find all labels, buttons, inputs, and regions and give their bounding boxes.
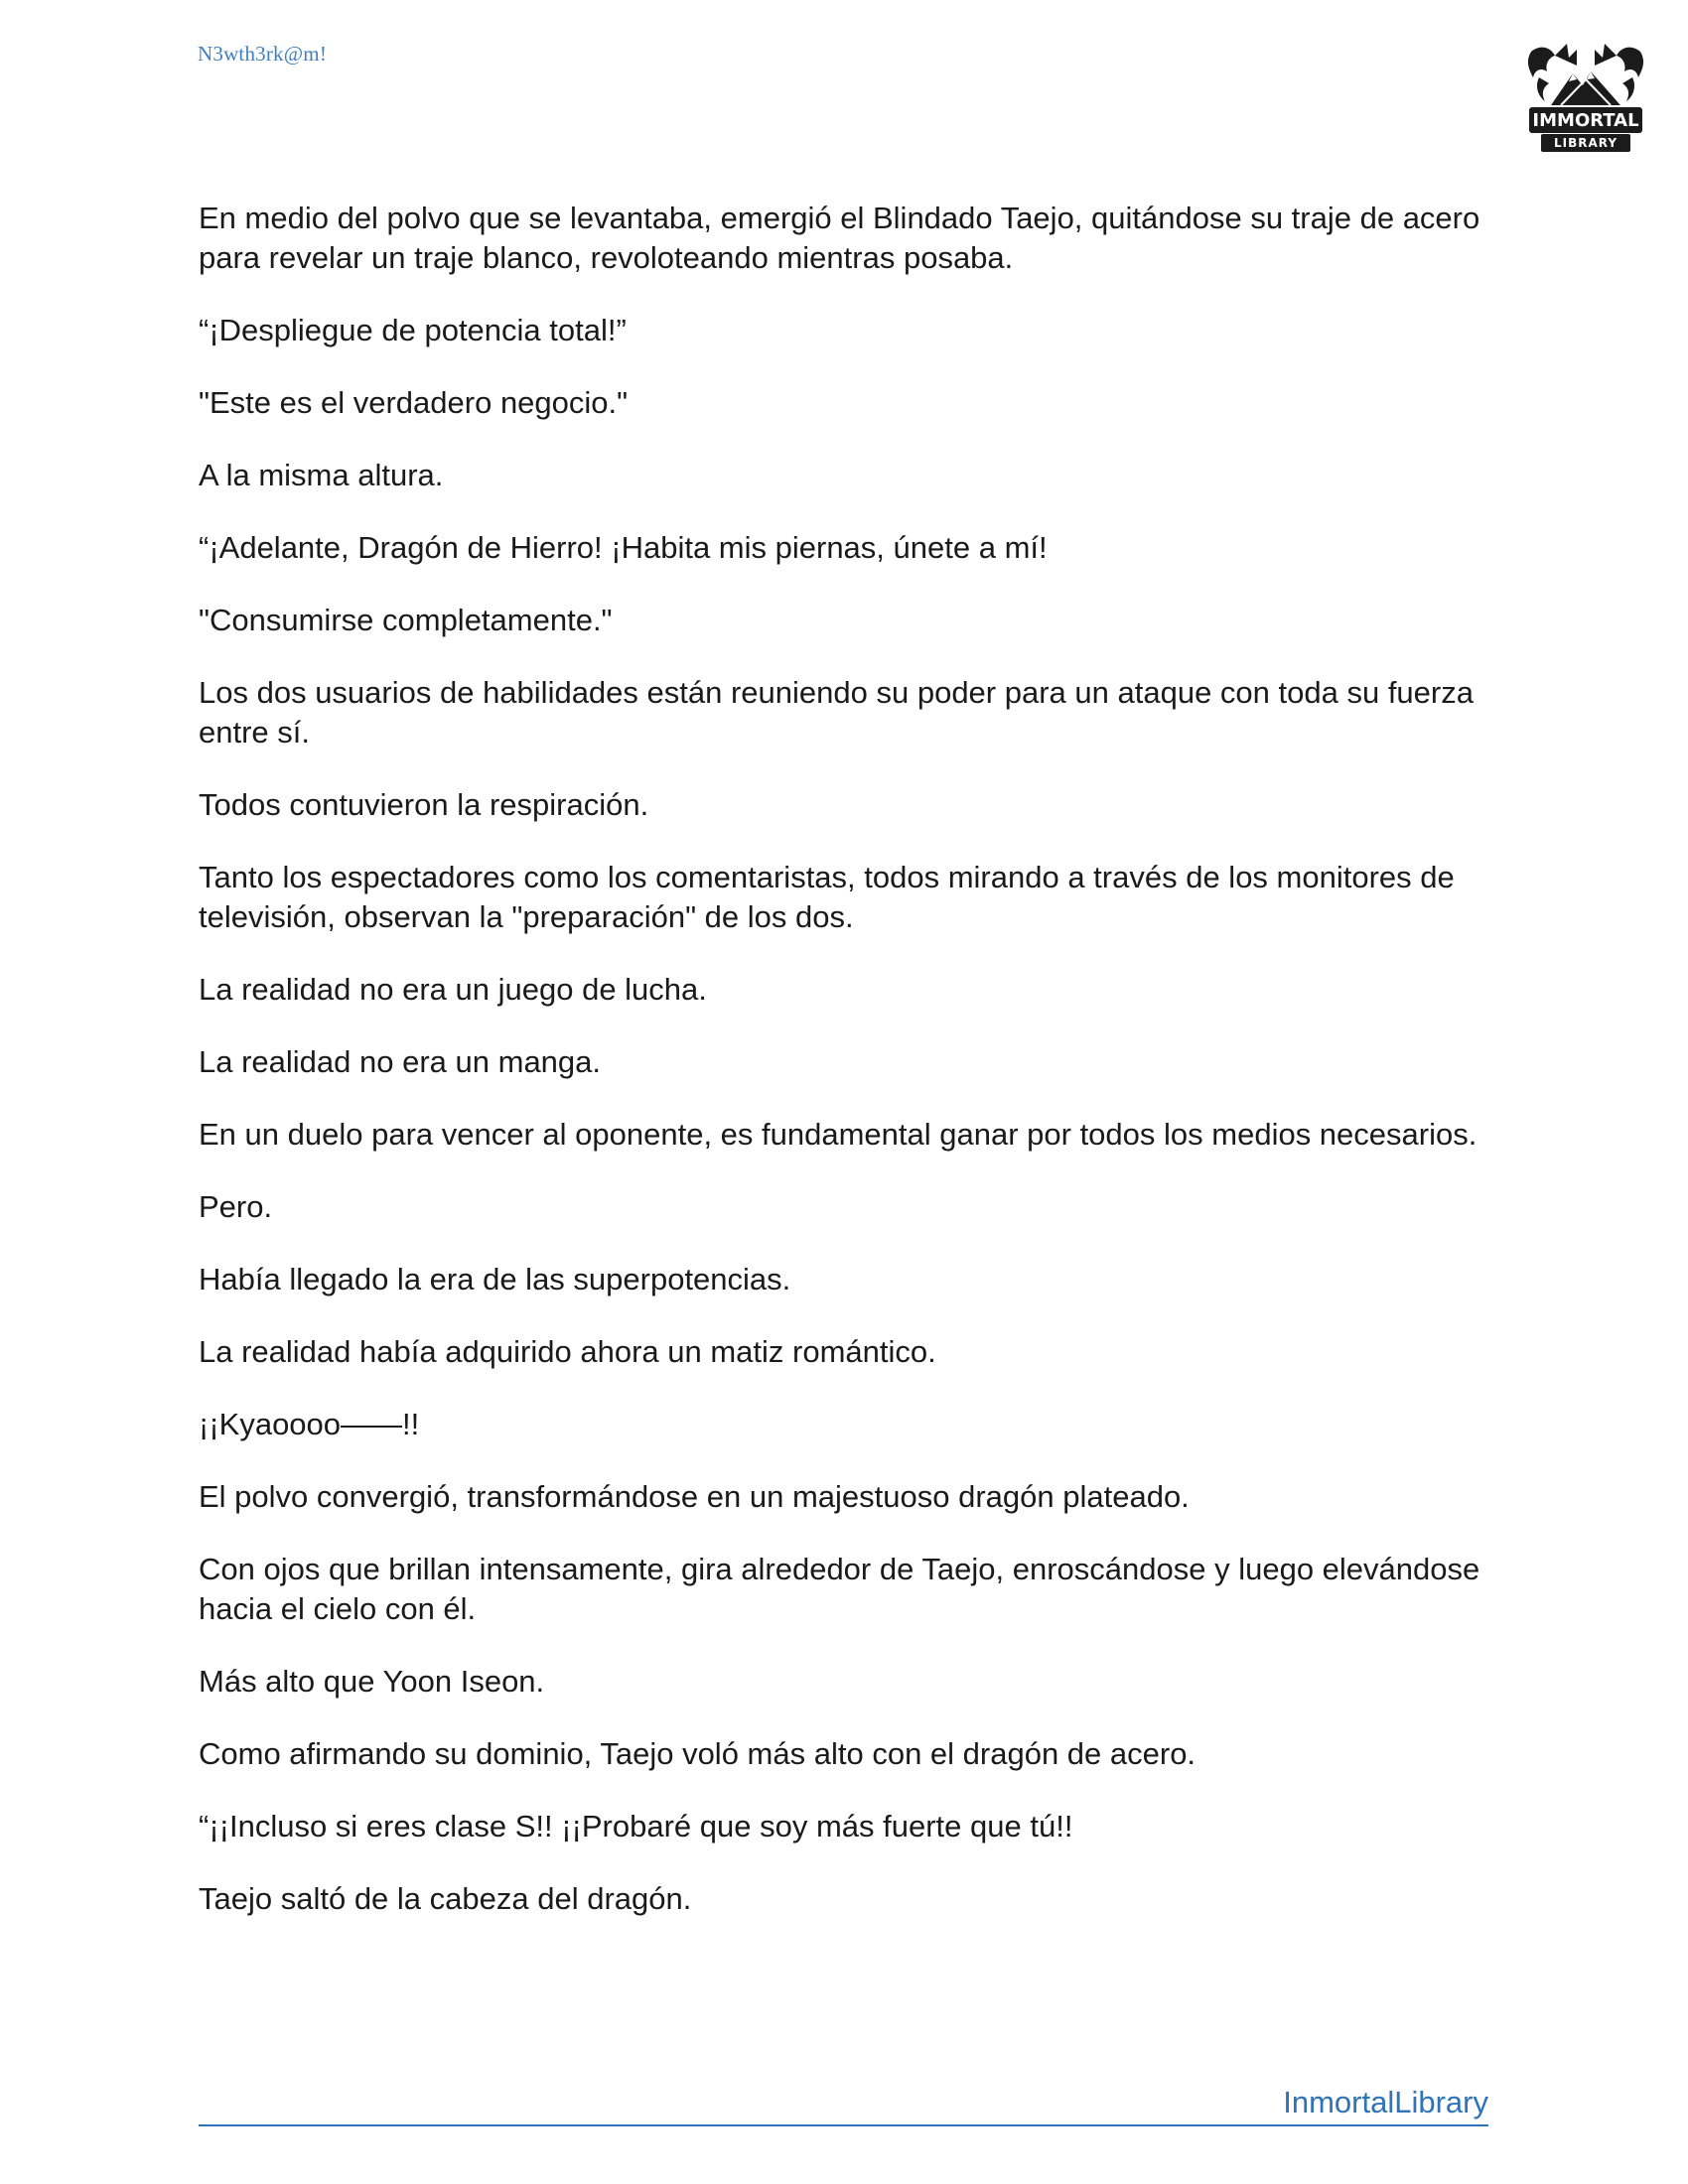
logo-line2: LIBRARY — [1553, 136, 1618, 150]
paragraph: Como afirmando su dominio, Taejo voló más alto con el dragón de acero. — [199, 1736, 1196, 1771]
paragraph: “¡Adelante, Dragón de Hierro! ¡Habita mis piernas, únete a mí! — [199, 530, 1048, 565]
paragraph: ¡¡Kyaoooo——!! — [199, 1407, 420, 1441]
paragraph: La realidad no era un manga. — [199, 1044, 602, 1079]
document-body — [199, 199, 1499, 1952]
paragraph: En medio del polvo que se levantaba, emergió el Blindado Taejo, quitándose su traje de acero para revelar un traje blanco, revoloteando mientras posaba. — [199, 201, 1480, 275]
paragraph: Más alto que Yoon Iseon. — [199, 1664, 545, 1699]
paragraph: La realidad había adquirido ahora un matiz romántico. — [199, 1334, 936, 1369]
paragraph: En un duelo para vencer al oponente, es fundamental ganar por todos los medios necesarios. — [199, 1117, 1477, 1152]
paragraph: Con ojos que brillan intensamente, gira alrededor de Taejo, enroscándose y luego elevándose hacia el cielo con él. — [199, 1552, 1480, 1626]
paragraph: "Consumirse completamente." — [199, 603, 613, 637]
paragraph: El polvo convergió, transformándose en un majestuoso dragón plateado. — [199, 1479, 1190, 1514]
immortal-library-logo-icon — [1511, 22, 1660, 171]
paragraph: A la misma altura. — [199, 458, 444, 492]
paragraph: Todos contuvieron la respiración. — [199, 787, 649, 822]
paragraph: Pero. — [199, 1189, 273, 1224]
paragraph: Había llegado la era de las superpotencias. — [199, 1262, 791, 1297]
paragraph: Tanto los espectadores como los comentaristas, todos mirando a través de los monitores de televisión, observan la "preparación" de los dos. — [199, 860, 1455, 934]
paragraph: "Este es el verdadero negocio." — [199, 385, 629, 420]
paragraph: “¡Despliegue de potencia total!” — [199, 313, 627, 347]
paragraph: La realidad no era un juego de lucha. — [199, 972, 707, 1007]
paragraph: Taejo saltó de la cabeza del dragón. — [199, 1881, 692, 1916]
footer-link[interactable]: InmortalLibrary — [199, 2083, 1488, 2126]
paragraph: “¡¡Incluso si eres clase S!! ¡¡Probaré que soy más fuerte que tú!! — [199, 1809, 1073, 1843]
header-tag: N3wth3rk@m! — [198, 42, 328, 66]
logo-line1: IMMORTAL — [1532, 110, 1639, 131]
paragraph: Los dos usuarios de habilidades están reuniendo su poder para un ataque con toda su fuerza entre sí. — [199, 675, 1474, 750]
